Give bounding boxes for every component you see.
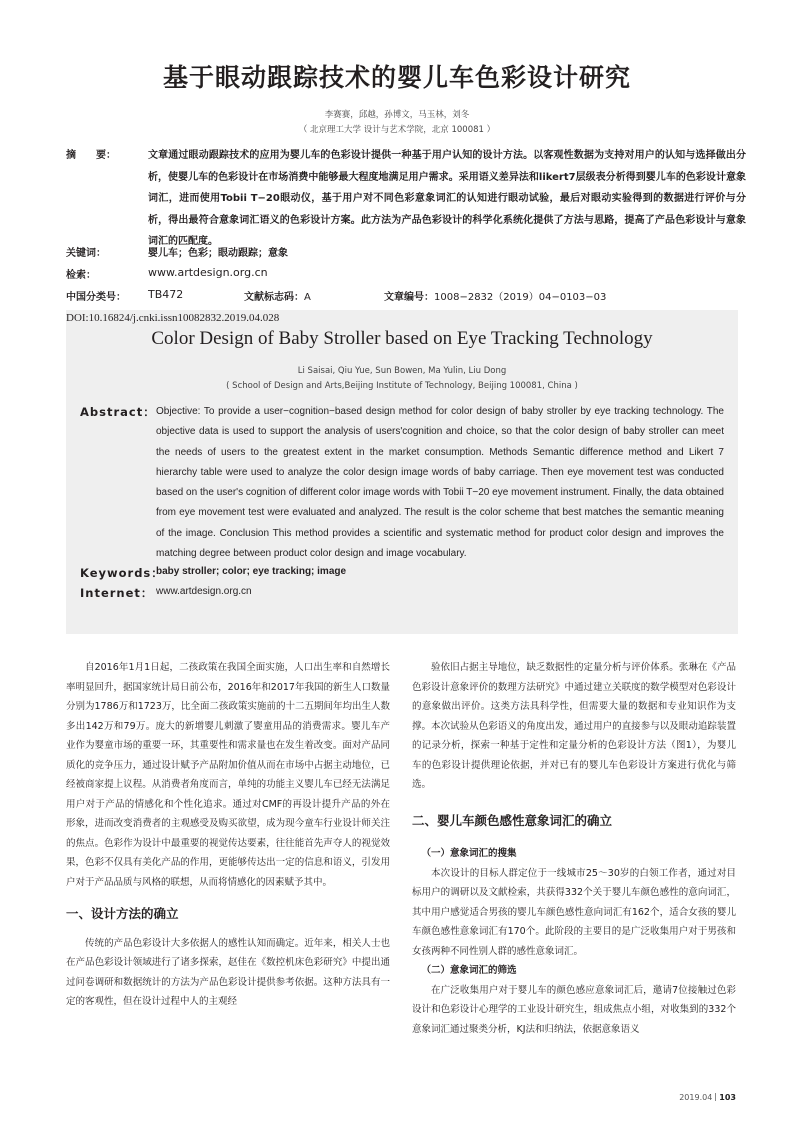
section-heading-1: 一、设计方法的确立 [66, 906, 179, 921]
body-paragraph: 本次设计的目标人群定位于一线城市25～30岁的白领工作者，通过对目标用户的调研以及文献检索，共获得332个关于婴儿车颜色感性的意向词汇，其中用户感觉适合男孩的婴儿车颜色感性意向词汇有162个，适合女孩的婴儿车颜色感性意象词汇有170个。此阶段的主要目的是广泛收集用户对于男孩和女孩两种不同性别人群的感性意象词汇。 [412, 867, 736, 957]
keywords-zh-label: 关键词： [66, 248, 106, 259]
issue-number: 2019.04 [679, 1093, 713, 1102]
paper-title: 基于眼动跟踪技术的婴儿车色彩设计研究 [162, 63, 631, 92]
body-paragraph: 在广泛收集用户对于婴儿车的颜色感应意象词汇后，邀请7位接触过色彩设计和色彩设计心理学的工业设计研究生，组成焦点小组，对收集到的332个意象词汇通过聚类分析，KJ法和归纳法，依据意象语义 [412, 984, 736, 1035]
keywords-zh-value: 婴儿车；色彩；眼动跟踪；意象 [148, 248, 288, 259]
keywords-zh [66, 244, 288, 259]
english-internet-value[interactable]: www.artdesign.org.cn [156, 586, 252, 597]
english-internet-label: Internet： [80, 586, 154, 600]
english-title: Color Design of Baby Stroller based on Eye Tracking Technology [151, 328, 653, 349]
english-abstract-label: Abstract： [80, 405, 156, 419]
subsection-heading: （一）意象词汇的搜集 [421, 848, 517, 859]
doi: DOI:10.16824/j.cnki.issn10082832.2019.04.028 [66, 312, 280, 324]
affiliation: （ 北京理工大学 设计与艺术学院，北京 100081 ） [298, 125, 496, 135]
english-abstract-text: Objective: To provide a user−cognition−based design method for color design of baby stroller by eye tracking technology. The objective data is used to support the analysis of users'cognition and choice, so that the color design of baby stroller can meet the needs of users to the greatest extent in the market consumption. Methods Semantic difference method and Likert 7 hierarchy table were used to analyze the color design image words of baby carriage. Then eye movement test was conducted based on the user's cognition of different color image words with Tobii T−20 eye movement instrument. Finally, the data obtained from eye movement test were evaluated and analyzed. The result is the color scheme that best matches the semantic meaning of the image. Conclusion This method provides a scientific and systematic method for product color design and improves the matching degree between product color design and image vocabulary. [156, 406, 724, 560]
classification-row [66, 288, 746, 303]
body-paragraph: 验依旧占据主导地位，缺乏数据性的定量分析与评价体系。张琳在《产品色彩设计意象评价的数理方法研究》中通过建立关联度的数学模型对色彩设计的意象做出评价。这类方法具科学性，但需要大量的数据和专业知识作为支撑。本次试验从色彩语义的角度出发，通过用户的直接参与以及眼动追踪装置的记录分析，探索一种基于定性和定量分析的色彩设计方法（图1），为婴儿车的色彩设计提供理论依据，并对已有的婴儿车色彩设计方案进行优化与筛选。 [412, 662, 736, 790]
abstract-zh-label: 摘 要： [66, 150, 116, 161]
retrieval-zh-label: 检索： [66, 270, 96, 281]
english-authors: Li Saisai, Qiu Yue, Sun Bowen, Ma Yulin, Liu Dong [297, 366, 507, 376]
footer-separator [715, 1093, 716, 1101]
section-heading-2: 二、婴儿车颜色感性意象词汇的确立 [412, 812, 613, 828]
page-footer [679, 1093, 736, 1102]
body-column-left [66, 658, 390, 1012]
english-keywords-label: Keywords： [80, 566, 164, 580]
authors: 李赛赛，邱越，孙博文，马玉林，刘冬 [324, 110, 470, 120]
english-affiliation: ( School of Design and Arts,Beijing Institute of Technology, Beijing 100081, China ) [226, 381, 578, 391]
article-no: 文章编号：1008−2832（2019）04−0103−03 [384, 292, 607, 303]
classification-label: 中国分类号： [66, 292, 126, 303]
abstract-zh [66, 145, 746, 253]
subsection-heading: （二）意象词汇的筛选 [421, 965, 517, 976]
retrieval-zh [66, 266, 268, 281]
body-paragraph: 自2016年1月1日起，二孩政策在我国全面实施，人口出生率和自然增长率明显回升，据国家统计局日前公布，2016年和2017年我国的新生人口数量分别为1786万和1723万，比全面二孩政策实施前的十二五期间年均出生人数多出142万和79万。庞大的新增婴儿刺激了婴童用品的消费需求。婴儿车产业作为婴童市场的重要一环，其重要性和需求量也在发生着改变。面对产品同质化的竞争压力，通过设计赋予产品附加价值从而在市场中占据主动地位，已经被商家提上议程。从消费者角度而言，单纯的功能主义婴儿车已经无法满足用户对于产品的情感化和个性化追求。通过对CMF的再设计提升产品的外在形象，进而改变消费者的主观感受及购买欲望，成为现今童车行业设计师关注的焦点。色彩作为设计中最重要的视觉传达要素，往往能首先声夺人的视觉效果，色彩不仅具有美化产品的作用，更能够传达出一定的信息和语义，引发用户对于产品品质与风格的联想，从而将情感化的因素赋予其中。 [66, 662, 390, 888]
classification-value: TB472 [148, 288, 184, 301]
doc-code: 文献标志码：A [244, 292, 311, 303]
page-number: 103 [719, 1093, 736, 1102]
body-column-right [412, 658, 736, 1039]
abstract-zh-text: 文章通过眼动跟踪技术的应用为婴儿车的色彩设计提供一种基于用户认知的设计方法。以客观性数据为支持对用户的认知与选择做出分析，使婴儿车的色彩设计在市场消费中能够最大程度地满足用户需求。采用语义差异法和likert7层级表分析得到婴儿车的色彩设计意象词汇，进而使用Tobii T−20眼动仪，基于用户对不同色彩意象词汇的认知进行眼动试验，最后对眼动实验得到的数据进行评价与分析，得出最符合意象词汇语义的色彩设计方案。此方法为产品色彩设计的科学化系统化提供了方法与思路，提高了产品色彩设计与意象词汇的匹配度。 [148, 150, 746, 247]
retrieval-zh-value[interactable]: www.artdesign.org.cn [148, 266, 268, 279]
body-paragraph: 传统的产品色彩设计大多依据人的感性认知而确定。近年来，相关人士也在产品色彩设计领域进行了诸多探索，赵佳在《数控机床色彩研究》中提出通过问卷调研和数据统计的方法为产品色彩设计提供参考依据。这种方法具有一定的客观性，但在设计过程中人的主观经 [66, 937, 390, 1007]
english-keywords-value: baby stroller; color; eye tracking; image [156, 566, 347, 577]
